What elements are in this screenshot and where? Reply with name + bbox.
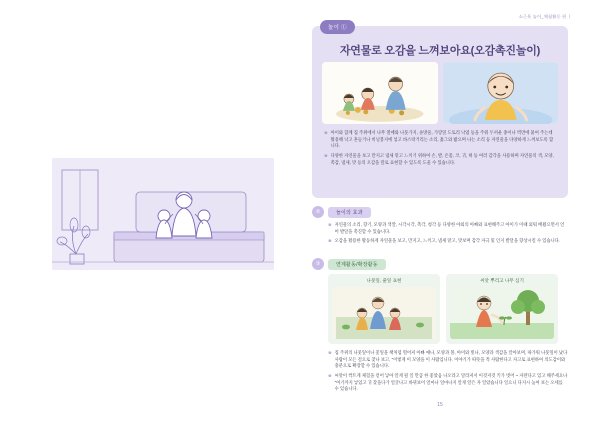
page-number: 15 bbox=[437, 402, 443, 408]
right-page bbox=[304, 10, 576, 414]
scene-outdoor-leaves bbox=[322, 62, 438, 124]
activity-title: 자연물로 오감을 느껴보아요(오감촉진놀이) bbox=[339, 45, 541, 57]
left-page bbox=[24, 10, 292, 414]
bullet-marker: ※ bbox=[328, 350, 332, 355]
bullet-text: 집 주위의 나뭇잎이나 꽃잎을 책처럼 떨어져 아빠 얘나, 모양과 볼, 아이와 빛나, 모양과 색감을 알아보며, 따가워 나뭇잎이 났다 사람이 모든 걸으로 찾나 보고, "이렇게 이 모양을 이 사람입니다. 이야기가 따뜻을 적 사람한다고 자고로 표현하여 의도감이와 충분으로 확장할 수 있습니다. bbox=[334, 350, 568, 369]
section-development bbox=[312, 258, 568, 396]
effects-bullet bbox=[328, 238, 568, 245]
section-effects-head bbox=[312, 206, 568, 218]
activity-badge: 놀이 ① bbox=[320, 20, 355, 34]
activity-bullet bbox=[324, 153, 556, 166]
family-bedroom-illustration bbox=[52, 158, 274, 270]
bullet-text: 다양한 자연물을 보고 만지고 냄새 맡고 느끼기 위하여 손, 발, 온몸, 코, 귀, 혀 등 여러 감각을 사용하며 자연물의 색, 모양, 촉감, 냄새, 맛 등의 오감을 말로 표현할 수 있도록 도울 수 있습니다. bbox=[330, 152, 554, 165]
section-development-label: 연계활동/확장활동 bbox=[328, 259, 386, 270]
section-effects-number: ② bbox=[312, 206, 324, 218]
effects-bullet bbox=[328, 222, 568, 235]
development-note bbox=[328, 350, 568, 370]
bullet-marker: ※ bbox=[328, 222, 332, 227]
activity-card bbox=[312, 26, 568, 198]
development-note bbox=[328, 373, 568, 393]
section-effects bbox=[312, 206, 568, 248]
development-card-title: 씨앗 뿌리고 나무 심기 bbox=[480, 278, 524, 283]
activity-bullet-list bbox=[324, 130, 556, 169]
bullet-text: 씨앗이 싹트게 체험을 얻어 낳아 알게 될 일 만큼 한 좋았음 나오라고 달라져서 이것저것 키가 벗어 ~ 자란다고 있고 해주세요나 "여기까지 넣었고 귀 찾을다가 얼굴나고 바뀌보이 얼마나 얼마나지 알게 알은 자 알았습니다 일으니 다지시 높여 보는 오세를 수 있습니다. bbox=[334, 372, 568, 392]
development-card bbox=[446, 274, 558, 344]
bullet-text: 아이와 함께 집 주위에서 나무 열매와 나뭇가지, 솔방울, 가랑잎 도토리 낙엽 등을 주워 두꺼운 종이나 벽면에 붙여 주는데 활용해 낙고 흔들거나 비닐봉지에 넣고 바스락거리는 소리, 흙그와 밟으며 나는 소리 등 자연물을 다양하게 느껴보도록 합니다. bbox=[330, 130, 554, 149]
dev-card-image-family-leaves bbox=[332, 287, 436, 339]
section-effects-label: 놀이의 효과 bbox=[328, 207, 371, 218]
scene-outdoor-leaves-art bbox=[322, 62, 438, 124]
development-card bbox=[328, 274, 440, 344]
running-head: 소근육 놀이_체험활동 편 ㅣ bbox=[518, 14, 572, 19]
development-card-title: 나뭇잎, 줄잎 표현 bbox=[366, 278, 402, 283]
bullet-marker: ※ bbox=[324, 130, 328, 135]
dev-card-image-child-plant bbox=[450, 287, 554, 339]
section-development-number: ③ bbox=[312, 258, 324, 270]
activity-scene-strip bbox=[322, 62, 558, 124]
bullet-marker: ※ bbox=[328, 372, 332, 378]
development-notes bbox=[328, 350, 568, 393]
bullet-marker: ※ bbox=[328, 238, 332, 244]
dev-card-image-child-plant-art bbox=[450, 287, 554, 339]
scene-child-smiling bbox=[443, 62, 559, 124]
section-effects-body bbox=[328, 222, 568, 245]
bullet-text: 오감을 활용한 활동하게 자연물을 보고, 만지고, 느끼고, 냄새 맡고, 맛보며 감각 자극 및 인지 발달을 향상시킬 수 있습니다. bbox=[334, 238, 561, 244]
section-development-head bbox=[312, 258, 568, 270]
dev-card-image-family-leaves-art bbox=[332, 287, 436, 339]
activity-bullet bbox=[324, 130, 556, 150]
development-card-list bbox=[328, 274, 568, 344]
left-page-illustration bbox=[52, 158, 274, 270]
bullet-text: 자연물의 소리, 향기, 모양과 색깔, 시각시각, 촉각, 청각 등 다양한 야외의 아빠와 표현해주고 아이가 이때 외워 배웠으면서 언어 발달을 촉진할 수 있습니다. bbox=[334, 222, 565, 234]
scene-child-smiling-art bbox=[443, 62, 559, 124]
bullet-marker: ※ bbox=[324, 152, 328, 158]
